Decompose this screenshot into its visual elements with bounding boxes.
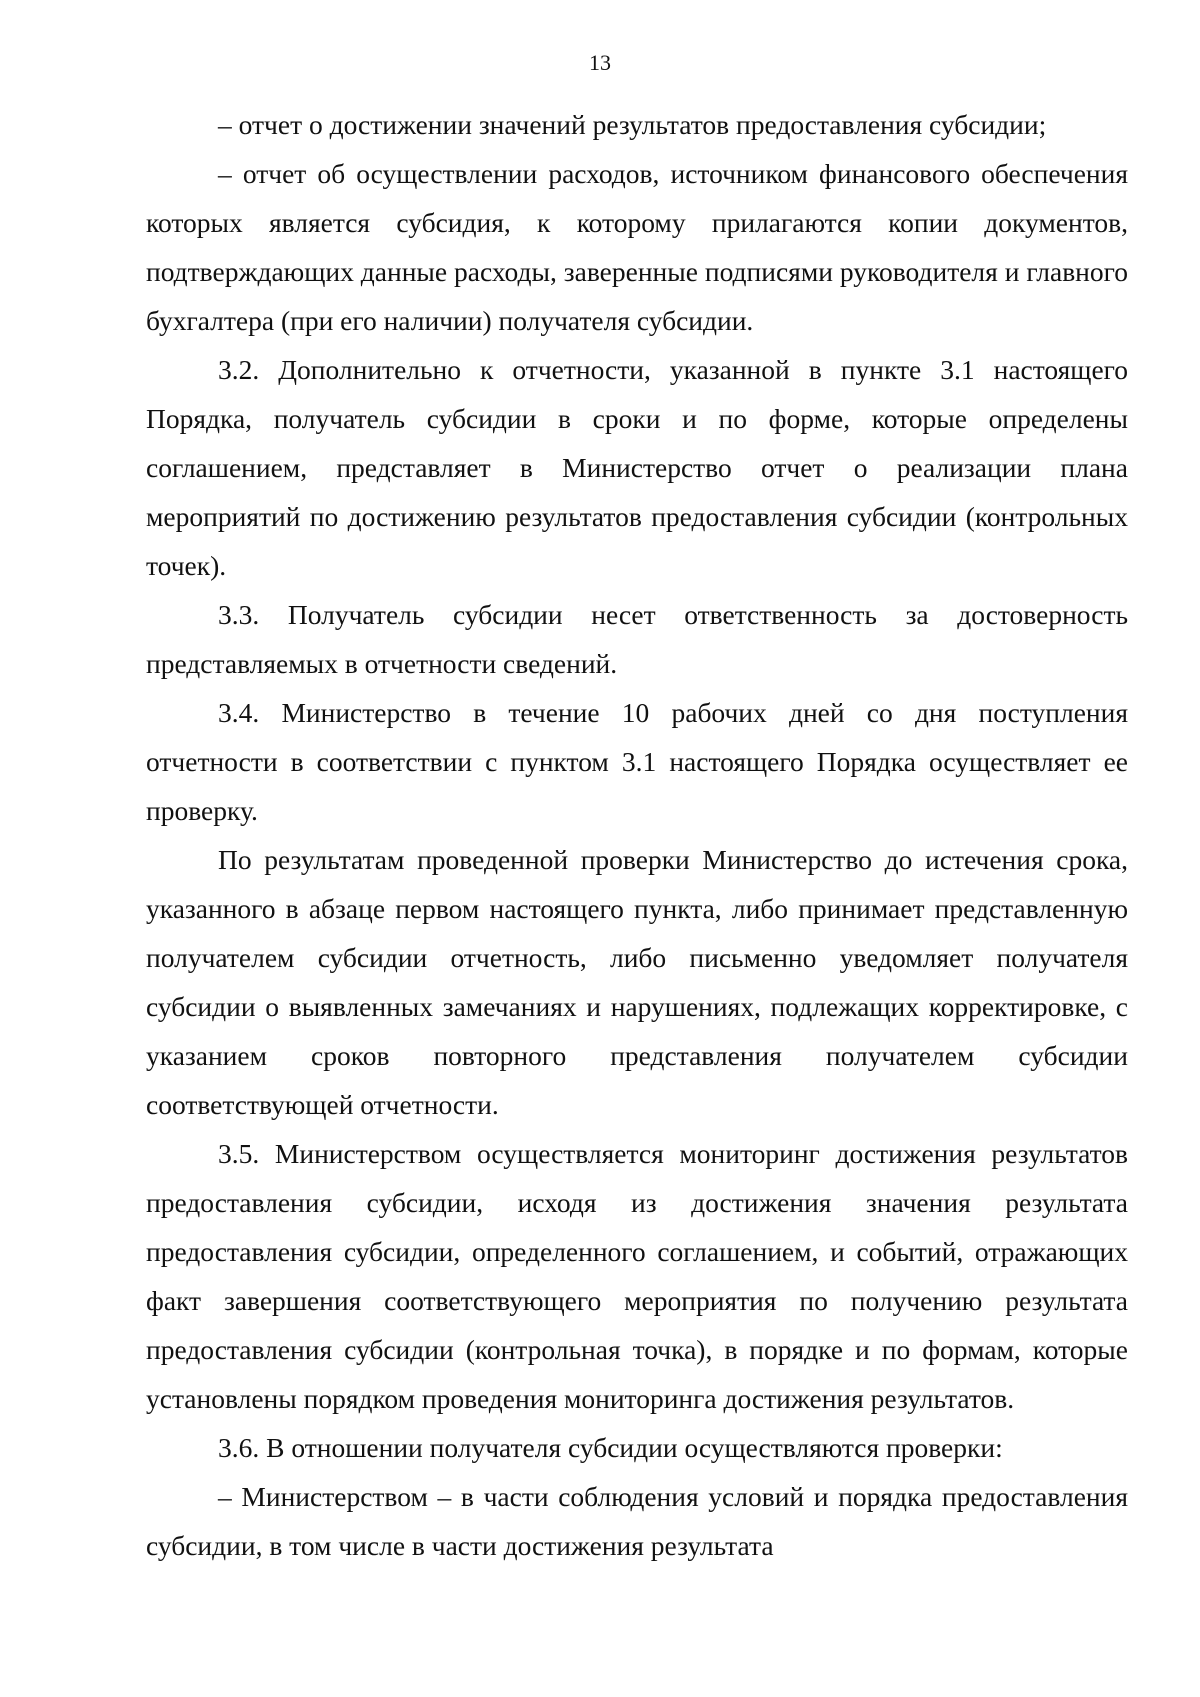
paragraph-report-results: – отчет о достижении значений результатов предоставления субсидии; bbox=[218, 109, 1047, 140]
document-body bbox=[146, 100, 1128, 1570]
paragraph-3-3: 3.3. Получатель субсидии несет ответственность за достоверность представляемых в отчетности сведений. bbox=[146, 599, 1128, 679]
page-number: 13 bbox=[589, 50, 611, 75]
paragraph-3-6: 3.6. В отношении получателя субсидии осуществляются проверки: bbox=[218, 1432, 1003, 1463]
paragraph-3-4: 3.4. Министерство в течение 10 рабочих дней со дня поступления отчетности в соответствии с пунктом 3.1 настоящего Порядка осуществляет ее проверку. bbox=[146, 697, 1128, 826]
paragraph-3-4-review: По результатам проведенной проверки Министерство до истечения срока, указанного в абзаце первом настоящего пункта, либо принимает представленную получателем субсидии отчетность, либо письменно уведомляет получателя субсидии о выявленных замечаниях и нарушениях, подлежащих корректировке, с указанием сроков повторного представления получателем субсидии соответствующей отчетности. bbox=[146, 844, 1128, 1120]
paragraph-3-6-ministry: – Министерством – в части соблюдения условий и порядка предоставления субсидии, в том числе в части достижения результата bbox=[146, 1481, 1128, 1561]
paragraph-3-2: 3.2. Дополнительно к отчетности, указанной в пункте 3.1 настоящего Порядка, получатель субсидии в сроки и по форме, которые определены соглашением, представляет в Министерство отчет о реализации плана мероприятий по достижению результатов предоставления субсидии (контрольных точек). bbox=[146, 354, 1128, 581]
paragraph-3-5: 3.5. Министерством осуществляется мониторинг достижения результатов предоставления субсидии, исходя из достижения значения результата предоставления субсидии, определенного соглашением, и событий, отражающих факт завершения соответствующего мероприятия по получению результата предоставления субсидии (контрольная точка), в порядке и по формам, которые установлены порядком проведения мониторинга достижения результатов. bbox=[146, 1138, 1128, 1414]
paragraph-report-expenses: – отчет об осуществлении расходов, источником финансового обеспечения которых является субсидия, к которому прилагаются копии документов, подтверждающих данные расходы, заверенные подписями руководителя и главного бухгалтера (при его наличии) получателя субсидии. bbox=[146, 158, 1128, 336]
